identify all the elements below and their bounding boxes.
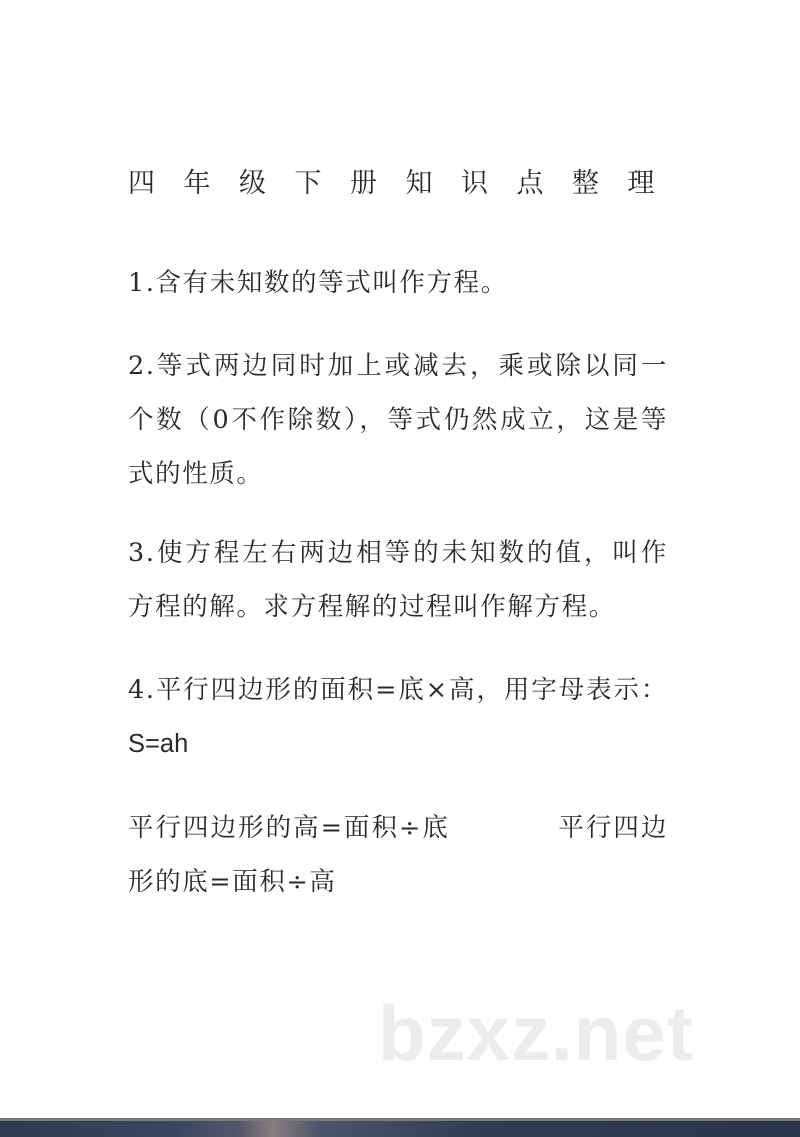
formula-lines bbox=[128, 801, 668, 909]
watermark-logo: bzxz.net bbox=[378, 989, 694, 1077]
area-formula: S=ah bbox=[128, 730, 189, 758]
knowledge-point-2: 2.等式两边同时加上或减去，乘或除以同一个数（0不作除数），等式仍然成立，这是等式的性质。 bbox=[128, 351, 668, 489]
base-formula: 平行四边形的底=面积÷高 bbox=[128, 813, 669, 897]
background-strip bbox=[0, 1121, 800, 1137]
knowledge-point-4-text: 4.平行四边形的面积=底×高，用字母表示： bbox=[128, 675, 668, 705]
knowledge-point-1: 1.含有未知数的等式叫作方程。 bbox=[128, 268, 508, 298]
knowledge-point-4 bbox=[128, 663, 668, 771]
page-title: 四年级下册知识点整理 bbox=[128, 168, 683, 199]
knowledge-point-3: 3.使方程左右两边相等的未知数的值，叫作方程的解。求方程解的过程叫作解方程。 bbox=[128, 538, 668, 622]
height-formula: 平行四边形的高=面积÷底 bbox=[128, 813, 450, 843]
